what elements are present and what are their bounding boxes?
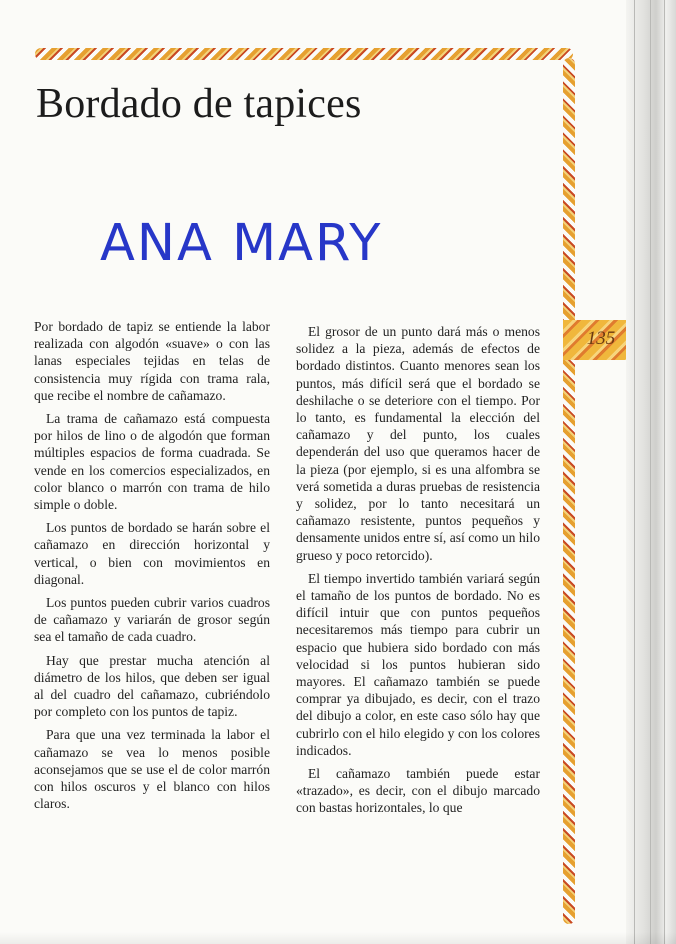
- paragraph: Por bordado de tapiz se entiende la labor realizada con algodón «suave» o con las lanas especiales tejidas en telas de consistencia muy rígida con trama rala, que recibe el nombre de cañamazo.: [34, 319, 270, 403]
- paragraph: La trama de cañamazo está compuesta por hilos de lino o de algodón que forman múltiples espacios de forma cuadrada. Se vende en los comercios especializados, en color blanco o marrón con trama de hilo simple o doble.: [34, 411, 270, 513]
- paragraph: Los puntos de bordado se harán sobre el cañamazo en dirección horizontal y vertical, o bien con movimientos en diagonal.: [34, 520, 270, 587]
- decorative-top-border: [35, 48, 573, 60]
- page-title: Bordado de tapices: [36, 81, 362, 127]
- decorative-right-border: [563, 58, 575, 924]
- right-text-column: [296, 323, 540, 817]
- paragraph: El cañamazo también puede estar «trazado», es decir, con el dibujo marcado con bastas horizontales, lo que: [296, 766, 540, 816]
- paragraph: Los puntos pueden cubrir varios cuadros de cañamazo y variarán de grosor según sea el tamaño de cada cuadro.: [34, 595, 270, 645]
- spine-edge-line: [634, 0, 635, 944]
- bottom-shadow: [0, 932, 676, 944]
- paragraph: El tiempo invertido también variará según el tamaño de los puntos de bordado. No es difícil intuir que con puntos pequeños necesitaremos más tiempo para cubrir un espacio que hubiera sido bordado con más velocidad si los puntos hubieran sido mayores. El cañamazo también se puede comprar ya dibujado, es decir, con el trazo del dibujo a color, en este caso sólo hay que cubrirlo con el hilo elegido y con los colores indicados.: [296, 570, 540, 758]
- spine-edge-line: [650, 0, 651, 944]
- spine-edge-line: [664, 0, 665, 944]
- overlay-watermark-text: ANA MARY: [100, 214, 383, 273]
- paragraph: Para que una vez terminada la labor el cañamazo se vea lo menos posible aconsejamos que se use el de color marrón con hilos oscuros y el blanco con hilos claros.: [34, 727, 270, 812]
- book-spine-edge: [626, 0, 676, 944]
- paragraph: Hay que prestar mucha atención al diámetro de los hilos, que deben ser igual al del cuadro del cañamazo, cubriéndolo por completo con los puntos de tapiz.: [34, 652, 270, 720]
- page-number: 135: [586, 328, 616, 349]
- left-text-column: [34, 318, 270, 812]
- paragraph: El grosor de un punto dará más o menos solidez a la pieza, además de efectos de bordado distintos. Cuanto menores sean los puntos, más difícil será que el bordado se deshilache o se deteriore con el tiempo. Por lo tanto, es fundamental la elección del cañamazo y del punto, los cuales dependerán del uso que queramos hacer de la pieza (por ejemplo, si es una alfombra se verá sometida a duras pruebas de resistencia y solidez, por lo tanto necesitará un cañamazo resistente, puntos pequeños y densamente unidos entre sí, así como un hilo grueso y poco retorcido).: [296, 324, 540, 563]
